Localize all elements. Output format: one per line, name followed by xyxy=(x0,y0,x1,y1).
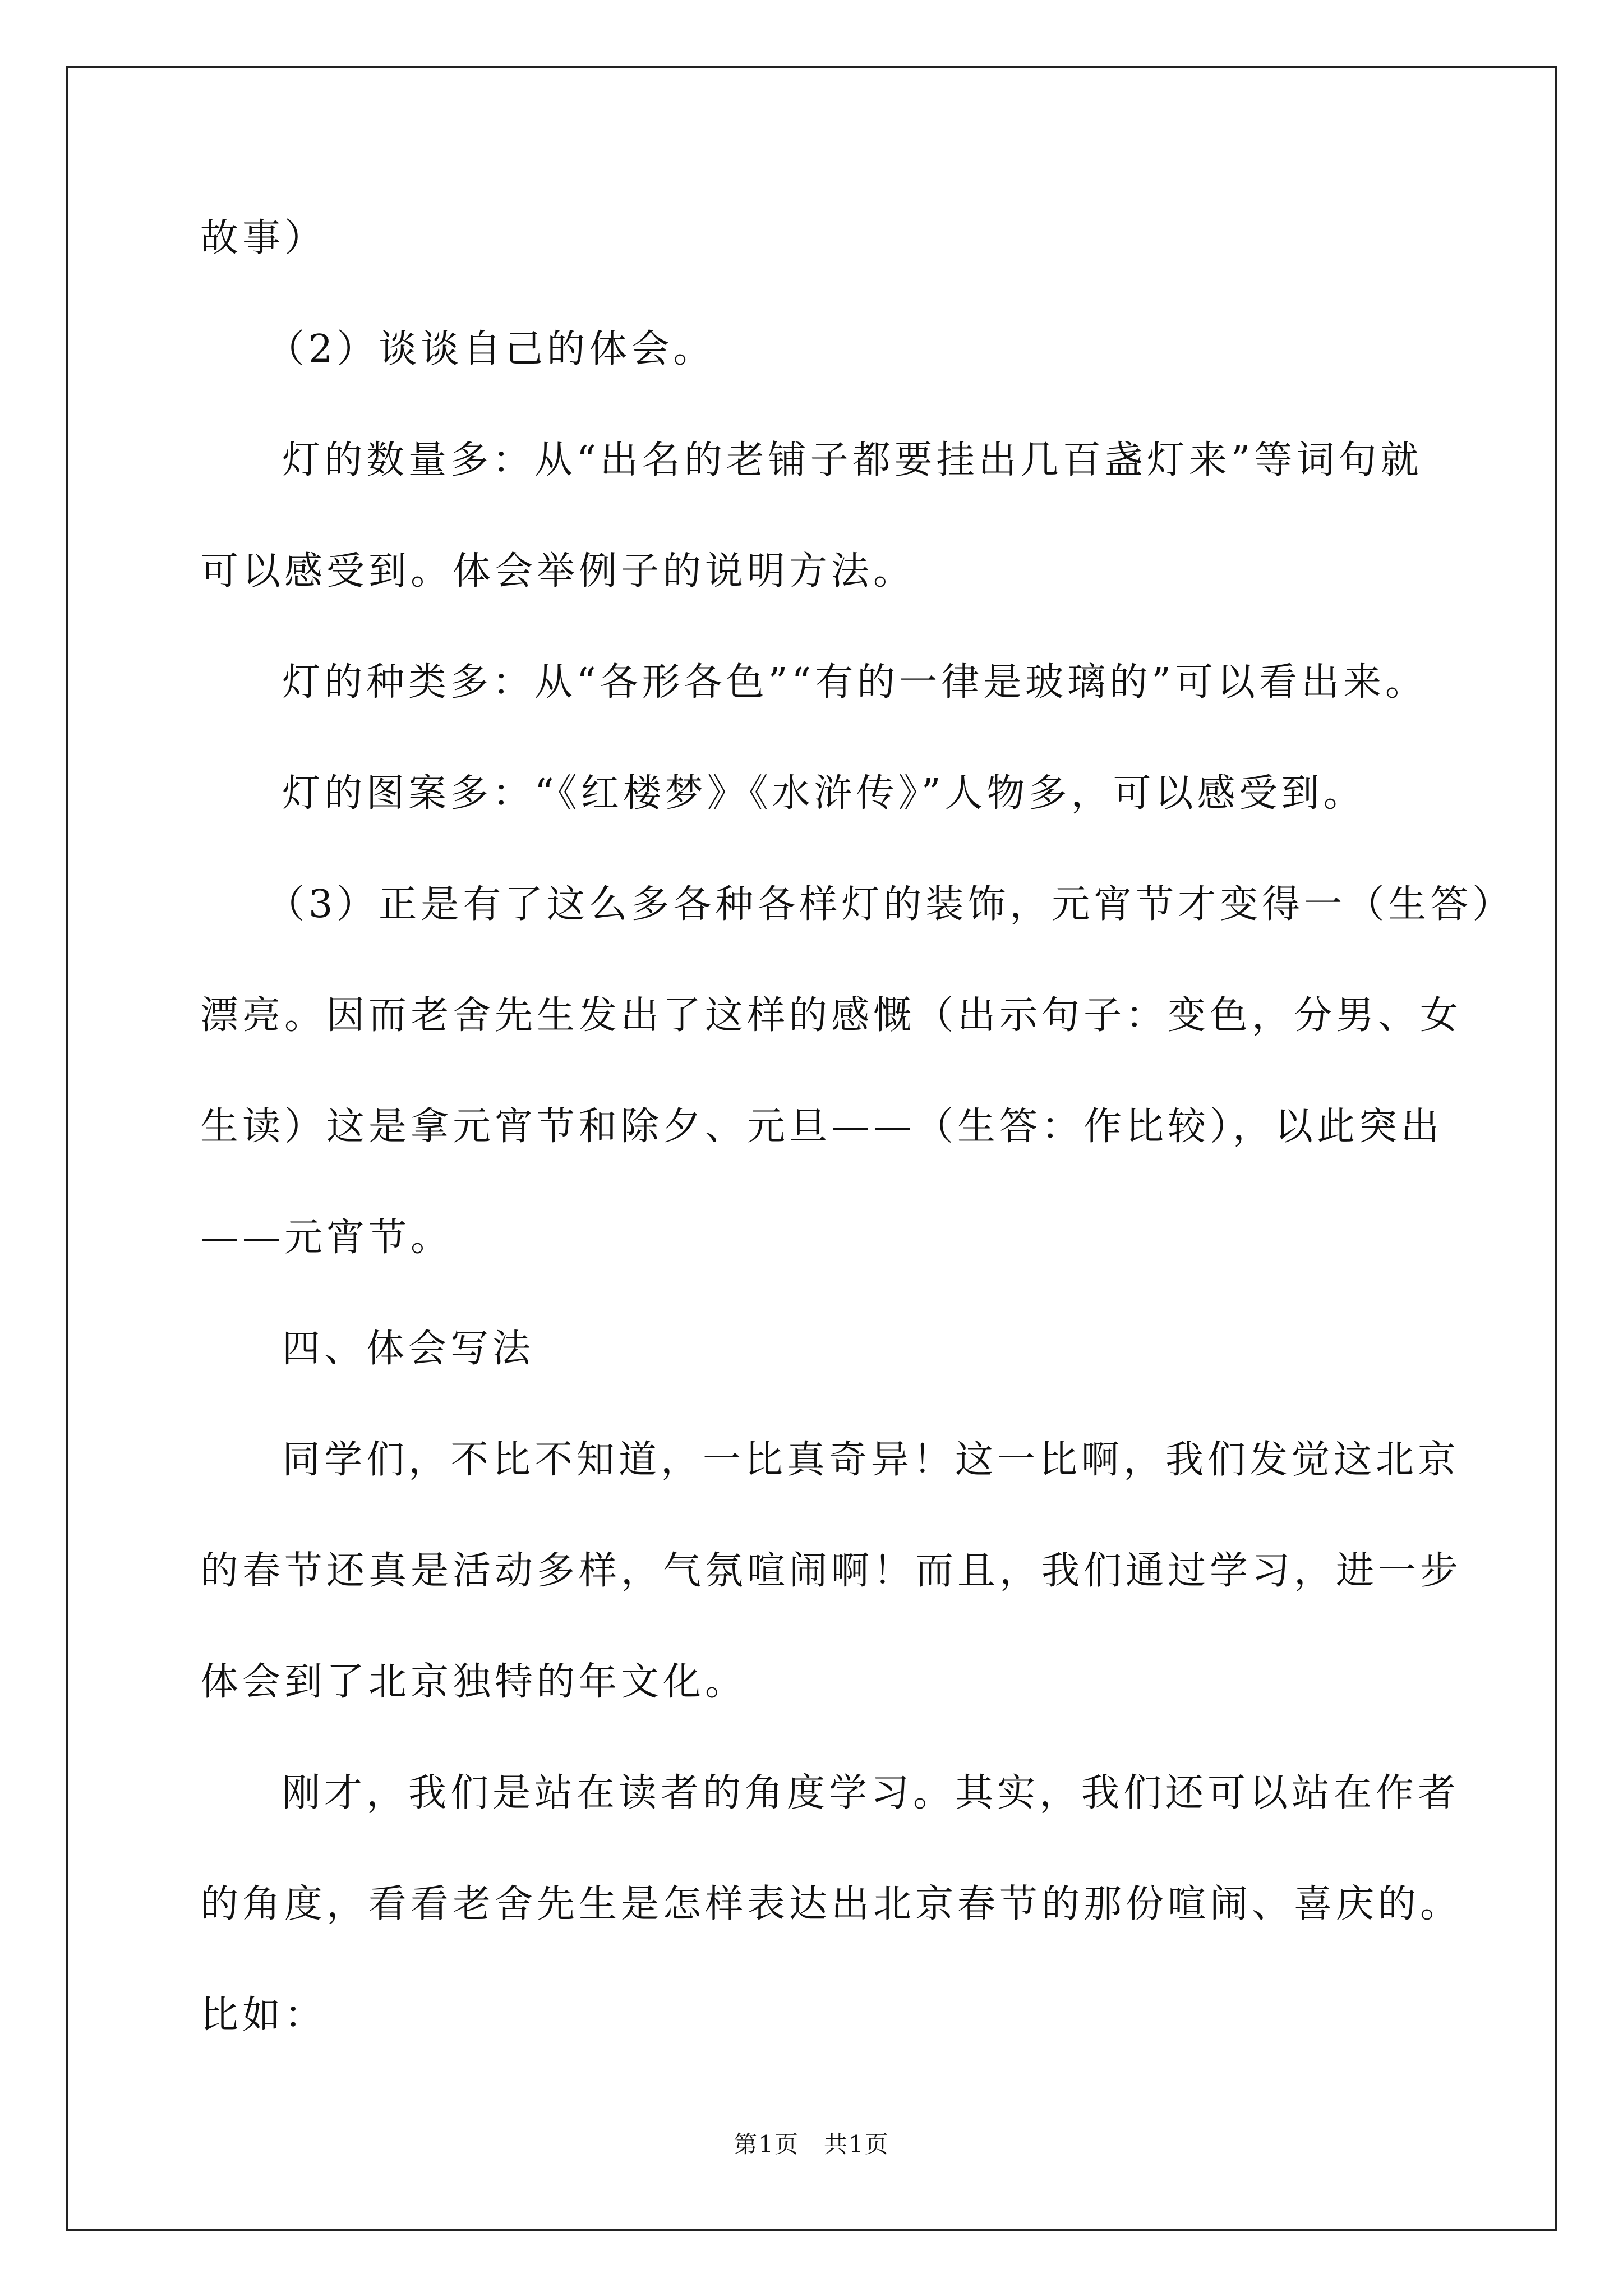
text-line: 比如： xyxy=(200,1993,327,2037)
text-line: （2）谈谈自己的体会。 xyxy=(266,327,716,371)
text-line: 生读）这是拿元宵节和除夕、元旦——（生答：作比较），以此突出 xyxy=(200,1105,1444,1149)
text-line: 体会到了北京独特的年文化。 xyxy=(200,1660,748,1704)
text-line: ——元宵节。 xyxy=(200,1216,453,1260)
text-line: 灯的图案多：“《红楼梦》《水浒传》”人物多，可以感受到。 xyxy=(282,771,1366,816)
text-line: 的春节还真是活动多样，气氛喧闹啊！而且，我们通过学习，进一步 xyxy=(200,1549,1463,1593)
text-line: 故事） xyxy=(200,216,327,260)
text-line: 漂亮。因而老舍先生发出了这样的感慨（出示句子：变色，分男、女 xyxy=(200,993,1463,1038)
text-line: 刚才，我们是站在读者的角度学习。其实，我们还可以站在作者 xyxy=(282,1771,1460,1815)
text-line: 灯的种类多：从“各形各色”“有的一律是玻璃的”可以看出来。 xyxy=(282,660,1428,705)
text-line: （3）正是有了这么多各种各样灯的装饰，元宵节才变得一（生答） xyxy=(266,882,1515,927)
text-line: 灯的数量多：从“出名的老铺子都要挂出几百盏灯来”等词句就 xyxy=(282,438,1423,482)
text-line: 的角度，看看老舍先生是怎样表达出北京春节的那份喧闹、喜庆的。 xyxy=(200,1882,1463,1926)
text-line: 可以感受到。体会举例子的说明方法。 xyxy=(200,549,916,593)
page-number-footer: 第1页 共1页 xyxy=(734,2131,889,2158)
text-line: 同学们，不比不知道，一比真奇异！这一比啊，我们发觉这北京 xyxy=(282,1438,1460,1482)
section-heading: 四、体会写法 xyxy=(282,1327,535,1371)
